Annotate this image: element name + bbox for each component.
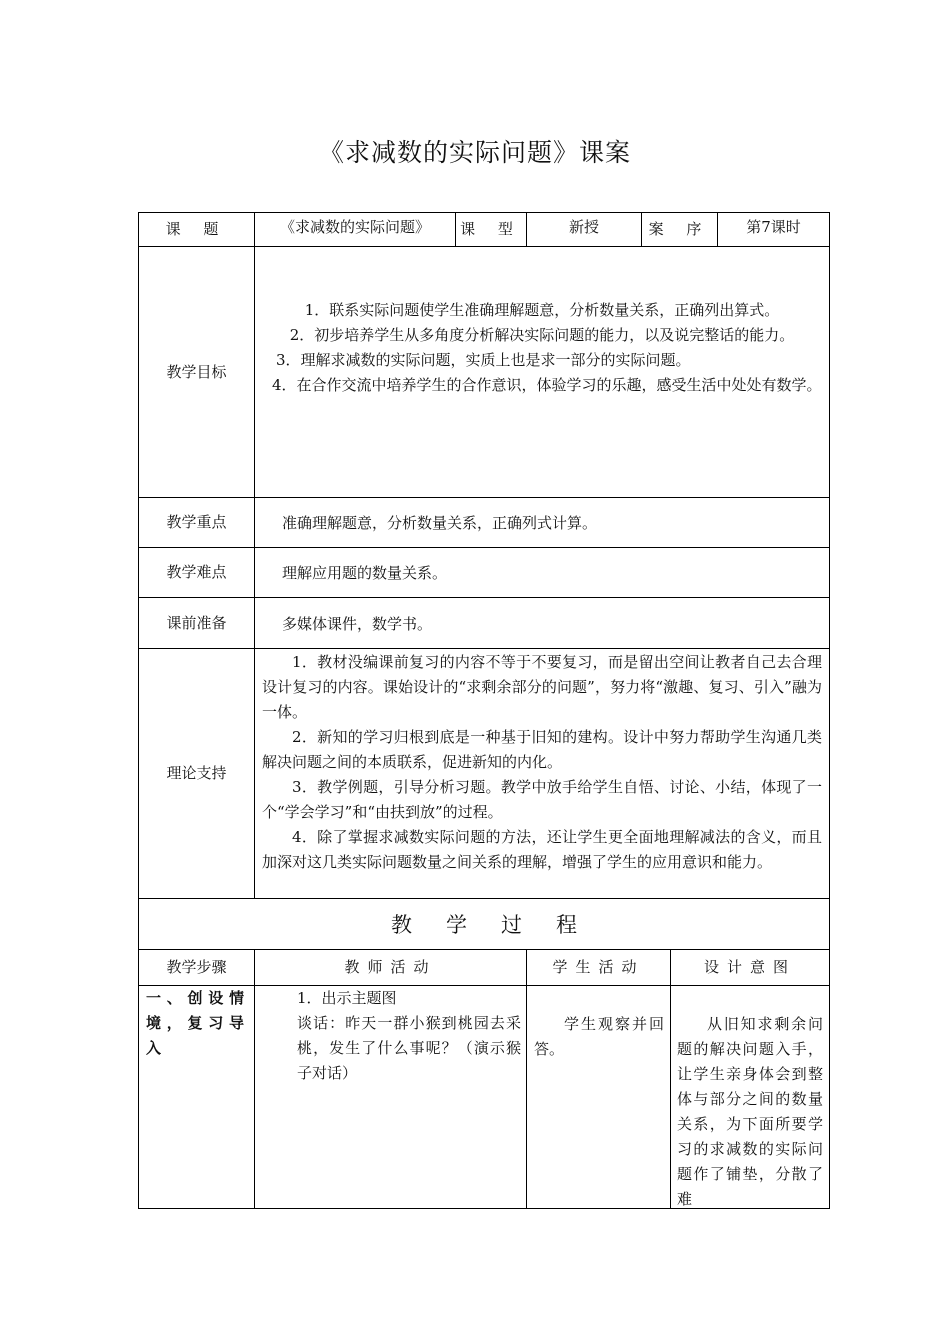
topic-label: 课 题 [165, 220, 228, 238]
goal-item: 3．理解求减数的实际问题，实质上也是求一部分的实际问题。 [276, 351, 691, 369]
theory-item: 2．新知的学习归根到底是一种基于旧知的建构。设计中努力帮助学生沟通几类解决问题之间的本质联系，促进新知的内化。 [262, 728, 822, 771]
step1-intent: 从旧知求剩余问题的解决问题入手，让学生亲身体会到整体与部分之间的数量关系，为下面所要学习的求减数的实际问题作了铺垫，分散了难 [677, 1015, 823, 1208]
header-teacher: 教师活动 [344, 958, 437, 976]
header-intent: 设计意图 [703, 958, 796, 976]
goal-item: 4．在合作交流中培养学生的合作意识，体验学习的乐趣，感受生活中处处有数学。 [272, 376, 822, 394]
case-value: 第7课时 [746, 218, 801, 236]
difficulty-label: 教学难点 [166, 563, 227, 581]
header-student: 学生活动 [552, 958, 645, 976]
key-point-value: 准确理解题意，分析数量关系，正确列式计算。 [282, 514, 598, 532]
type-value: 新授 [568, 218, 599, 236]
preparation-value: 多媒体课件，数学书。 [282, 615, 433, 633]
teacher-line: 谈话：昨天一群小猴到桃园去采桃，发生了什么事呢？（演示猴子对话） [297, 1014, 521, 1082]
process-title: 教学过程 [391, 913, 611, 937]
difficulty-value: 理解应用题的数量关系。 [282, 564, 448, 582]
theory-label: 理论支持 [166, 764, 227, 782]
theory-item: 4．除了掌握求减数实际问题的方法，还让学生更全面地理解减法的含义，而且加深对这几类实际问题数量之间关系的理解，增强了学生的应用意识和能力。 [262, 828, 822, 871]
goals-label: 教学目标 [166, 362, 227, 381]
theory-item: 3．教学例题，引导分析习题。教学中放手给学生自悟、讨论、小结，体现了一个“学会学习”和“由扶到放”的过程。 [262, 778, 822, 821]
type-label: 课 型 [460, 220, 522, 238]
goal-item: 2．初步培养学生从多角度分析解决实际问题的能力，以及说完整话的能力。 [289, 326, 795, 344]
theory-list [262, 650, 822, 875]
goal-item: 1．联系实际问题使学生准确理解题意，分析数量关系，正确列出算式。 [304, 301, 780, 319]
document-title: 《求减数的实际问题》课案 [318, 138, 631, 167]
header-step: 教学步骤 [166, 958, 227, 976]
teacher-line: 1．出示主题图 [297, 989, 397, 1007]
preparation-label: 课前准备 [166, 613, 227, 632]
topic-value: 《求减数的实际问题》 [279, 218, 430, 236]
key-point-label: 教学重点 [166, 513, 227, 531]
step1-teacher [265, 986, 521, 1086]
step1-student: 学生观察并回答。 [534, 1015, 664, 1058]
case-label: 案 序 [648, 220, 711, 238]
step1-label: 一、创设情境，复习导入 [146, 989, 248, 1057]
theory-item: 1．教材没编课前复习的内容不等于不要复习，而是留出空间让教者自己去合理设计复习的内容。课始设计的“求剩余部分的问题”，努力将“激趣、复习、引入”融为一体。 [262, 653, 822, 721]
goals-list [262, 298, 822, 398]
